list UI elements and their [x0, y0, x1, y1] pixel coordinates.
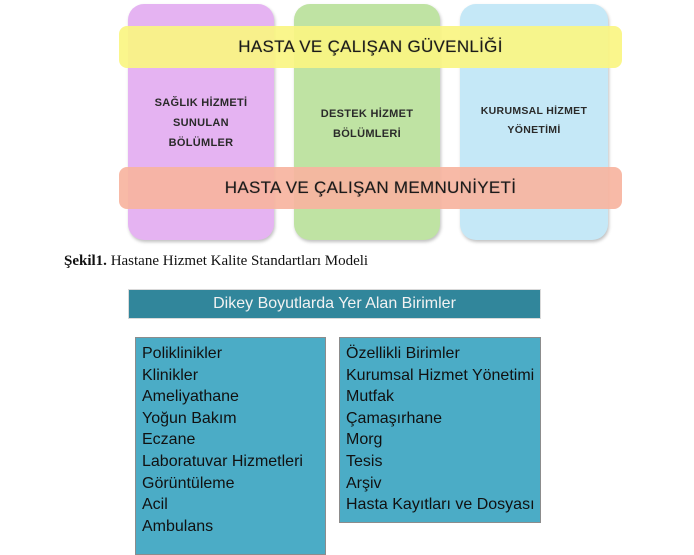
right-units-box — [339, 337, 541, 523]
figure-caption — [64, 253, 368, 270]
column-label-corporate-management: KURUMSAL HİZMET YÖNETİMİ — [480, 105, 588, 136]
list-item: Görüntüleme — [142, 474, 235, 492]
list-item: Hasta Kayıtları ve Dosyası — [346, 496, 535, 514]
left-units-box — [135, 337, 326, 555]
figure-caption-text: Hastane Hizmet Kalite Standartları Modeli — [106, 253, 369, 269]
figure-caption-label: Şekil1. — [64, 253, 107, 269]
list-item: Tesis — [346, 452, 383, 470]
safety-band: HASTA VE ÇALIŞAN GÜVENLİĞİ — [119, 26, 622, 68]
left-units-list — [142, 343, 325, 537]
list-item: Poliklinikler — [142, 345, 223, 362]
right-units-list — [346, 343, 540, 516]
list-item: Klinikler — [142, 366, 199, 384]
list-item: Laboratuvar Hizmetleri — [142, 452, 303, 470]
list-item: Özellikli Birimler — [346, 345, 460, 362]
list-item: Morg — [346, 431, 383, 449]
satisfaction-band: HASTA VE ÇALIŞAN MEMNUNİYETİ — [119, 167, 622, 209]
list-item: Arşiv — [346, 474, 382, 492]
list-item: Ameliyathane — [142, 388, 239, 406]
list-item: Yoğun Bakım — [142, 409, 237, 427]
list-item: Acil — [142, 496, 168, 514]
list-item: Çamaşırhane — [346, 409, 443, 427]
column-label-health-services: SAĞLIK HİZMETİ SUNULAN BÖLÜMLER — [154, 97, 248, 149]
list-item: Mutfak — [346, 388, 395, 406]
list-item: Eczane — [142, 431, 196, 449]
units-table-header: Dikey Boyutlarda Yer Alan Birimler — [128, 289, 541, 319]
list-item: Kurumsal Hizmet Yönetimi — [346, 366, 535, 384]
column-label-support-services: DESTEK HİZMET BÖLÜMLERİ — [320, 108, 414, 140]
list-item: Ambulans — [142, 517, 214, 535]
